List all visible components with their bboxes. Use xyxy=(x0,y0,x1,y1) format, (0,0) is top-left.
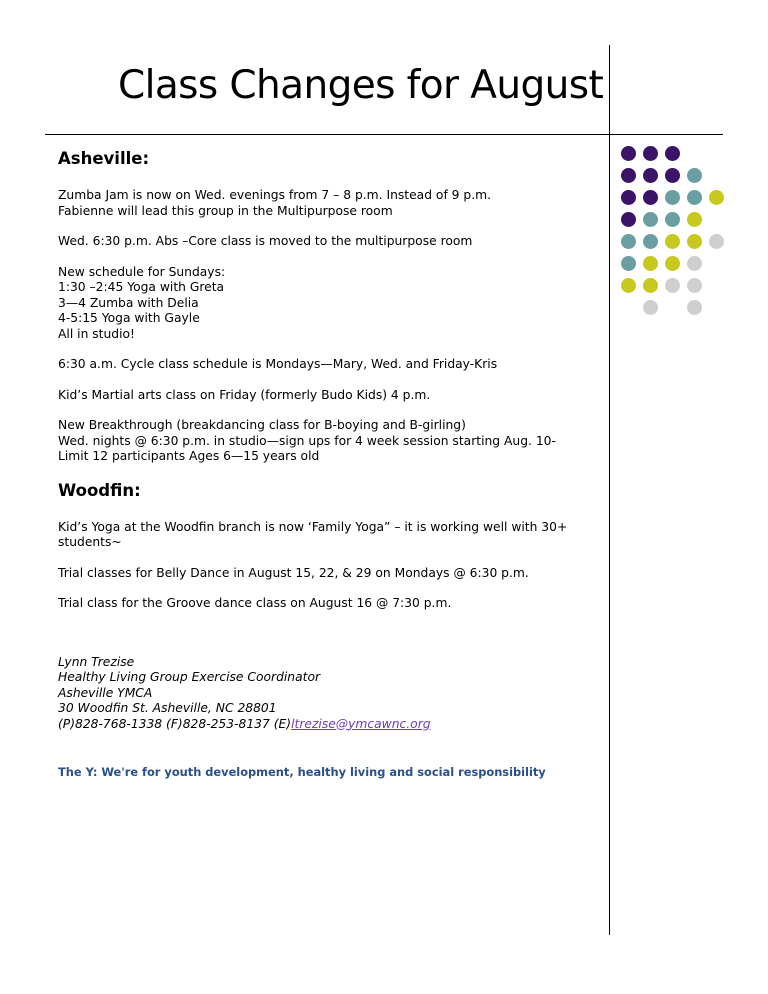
horizontal-divider xyxy=(45,134,723,135)
decorative-dot xyxy=(665,190,680,205)
decorative-dot xyxy=(687,256,702,271)
decorative-dot xyxy=(643,234,658,249)
decorative-dot xyxy=(665,146,680,161)
paragraph xyxy=(58,566,603,582)
paragraph xyxy=(58,596,603,612)
decorative-dot xyxy=(621,168,636,183)
decorative-dot xyxy=(643,212,658,227)
woodfin-section xyxy=(58,520,603,612)
decorative-dot xyxy=(665,256,680,271)
decorative-dot xyxy=(665,168,680,183)
decorative-dot xyxy=(621,278,636,293)
text-line: Zumba Jam is now on Wed. evenings from 7 – 8 p.m. Instead of 9 p.m. xyxy=(58,188,492,202)
decorative-dot xyxy=(687,300,702,315)
decorative-dot xyxy=(621,234,636,249)
paragraph xyxy=(58,188,603,219)
decorative-dot xyxy=(709,234,724,249)
decorative-dot xyxy=(621,190,636,205)
paragraph xyxy=(58,265,603,343)
text-line: New schedule for Sundays: xyxy=(58,264,226,279)
decorative-dot xyxy=(687,278,702,293)
text-line: Wed. 6:30 p.m. Abs –Core class is moved to the multipurpose room xyxy=(58,234,473,248)
text-line: Trial classes for Belly Dance in August 15, 22, & 29 on Mondays @ 6:30 p.m. xyxy=(58,565,529,580)
text-line: New Breakthrough (breakdancing class for B-boying and B-girling) xyxy=(58,418,466,432)
page-title: Class Changes for August xyxy=(118,63,604,108)
decorative-dot xyxy=(665,278,680,293)
text-line: 6:30 a.m. Cycle class schedule is Mondays—Mary, Wed. and Friday-Kris xyxy=(58,357,498,371)
woodfin-heading: Woodfin: xyxy=(58,480,141,500)
text-line: Trial class for the Groove dance class on August 16 @ 7:30 p.m. xyxy=(58,596,452,610)
signature-address: 30 Woodfin St. Asheville, NC 28801 xyxy=(58,701,277,715)
decorative-dot xyxy=(643,146,658,161)
signature-name: Lynn Trezise xyxy=(58,654,135,669)
decorative-dot xyxy=(643,300,658,315)
paragraph xyxy=(58,388,603,404)
paragraph xyxy=(58,418,603,465)
paragraph xyxy=(58,357,603,373)
document-body xyxy=(58,148,603,781)
text-line: Fabienne will lead this group in the Multipurpose room xyxy=(58,203,393,218)
paragraph xyxy=(58,234,603,250)
text-line: Kid’s Yoga at the Woodfin branch is now ‘Family Yoga” – it is working well with 30+ xyxy=(58,519,568,534)
paragraph xyxy=(58,520,603,551)
decorative-dot xyxy=(643,168,658,183)
decorative-dot xyxy=(665,234,680,249)
decorative-dot xyxy=(687,190,702,205)
contact-numbers: (P)828-768-1338 (F)828-253-8137 (E) xyxy=(58,716,292,731)
signature-block xyxy=(58,655,603,733)
text-line: All in studio! xyxy=(58,326,135,341)
decorative-dot xyxy=(687,234,702,249)
text-line: 3—4 Zumba with Delia xyxy=(58,295,199,310)
decorative-dot xyxy=(643,256,658,271)
decorative-dot xyxy=(665,212,680,227)
decorative-dot xyxy=(643,190,658,205)
decorative-dot xyxy=(621,146,636,161)
signature-role: Healthy Living Group Exercise Coordinator xyxy=(58,670,321,684)
email-link[interactable]: ltrezise@ymcawnc.org xyxy=(291,716,431,731)
text-line: 4-5:15 Yoga with Gayle xyxy=(58,311,200,325)
ymca-tagline: The Y: We're for youth development, healthy living and social responsibility xyxy=(58,765,546,779)
text-line: Limit 12 participants Ages 6—15 years old xyxy=(58,449,320,463)
signature-contact xyxy=(58,717,603,733)
decorative-dot xyxy=(687,212,702,227)
text-line: Wed. nights @ 6:30 p.m. in studio—sign ups for 4 week session starting Aug. 10- xyxy=(58,433,556,448)
asheville-heading: Asheville: xyxy=(58,149,150,168)
asheville-section xyxy=(58,188,603,465)
text-line: 1:30 –2:45 Yoga with Greta xyxy=(58,280,225,294)
decorative-dot xyxy=(621,212,636,227)
signature-org: Asheville YMCA xyxy=(58,685,153,700)
decorative-dot xyxy=(687,168,702,183)
decorative-dot xyxy=(643,278,658,293)
decorative-dot xyxy=(621,256,636,271)
text-line: Kid’s Martial arts class on Friday (formerly Budo Kids) 4 p.m. xyxy=(58,387,431,402)
text-line: students~ xyxy=(58,535,122,549)
decorative-dot xyxy=(709,190,724,205)
vertical-divider xyxy=(609,45,610,935)
